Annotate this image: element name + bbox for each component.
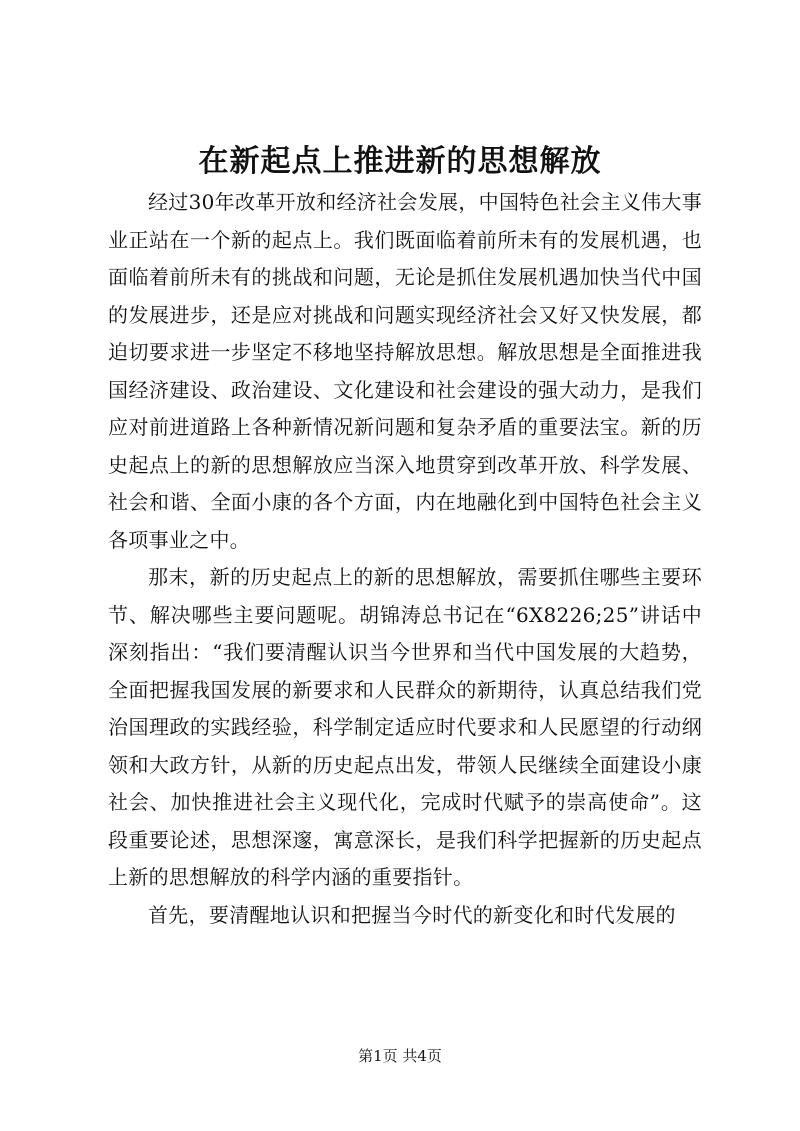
paragraph-2: 那末，新的历史起点上的新的思想解放，需要抓住哪些主要环节、解决哪些主要问题呢。胡锦涛总书记在“6X8226;25”讲话中深刻指出：“我们要清醒认识当今世界和当代中国发展的大趋势，全面把握我国发展的新要求和人民群众的新期待，认真总结我们党治国理政的实践经验，科学制定适应时代要求和人民愿望的行动纲领和大政方针，从新的历史起点出发，带领人民继续全面建设小康社会、加快推进社会主义现代化，完成时代赋予的崇高使命”。这段重要论述，思想深邃，寓意深长，是我们科学把握新的历史起点上新的思想解放的科学内涵的重要指针。 (108, 565, 702, 889)
document-title: 在新起点上推进新的思想解放 (198, 144, 602, 179)
page-footer: 第1页 共4页 (358, 1047, 442, 1065)
paragraph-1: 经过30年改革开放和经济社会发展，中国特色社会主义伟大事业正站在一个新的起点上。我们既面临着前所未有的发展机遇，也面临着前所未有的挑战和问题，无论是抓住发展机遇加快当代中国的发展进步，还是应对挑战和问题实现经济社会又好又快发展，都迫切要求进一步坚定不移地坚持解放思想。解放思想是全面推进我国经济建设、政治建设、文化建设和社会建设的强大动力，是我们应对前进道路上各种新情况新问题和复杂矛盾的重要法宝。新的历史起点上的新的思想解放应当深入地贯穿到改革开放、科学发展、社会和谐、全面小康的各个方面，内在地融化到中国特色社会主义各项事业之中。 (108, 190, 702, 552)
document-body (108, 184, 702, 934)
paragraph-3: 首先，要清醒地认识和把握当今时代的新变化和时代发展的 (148, 902, 676, 927)
